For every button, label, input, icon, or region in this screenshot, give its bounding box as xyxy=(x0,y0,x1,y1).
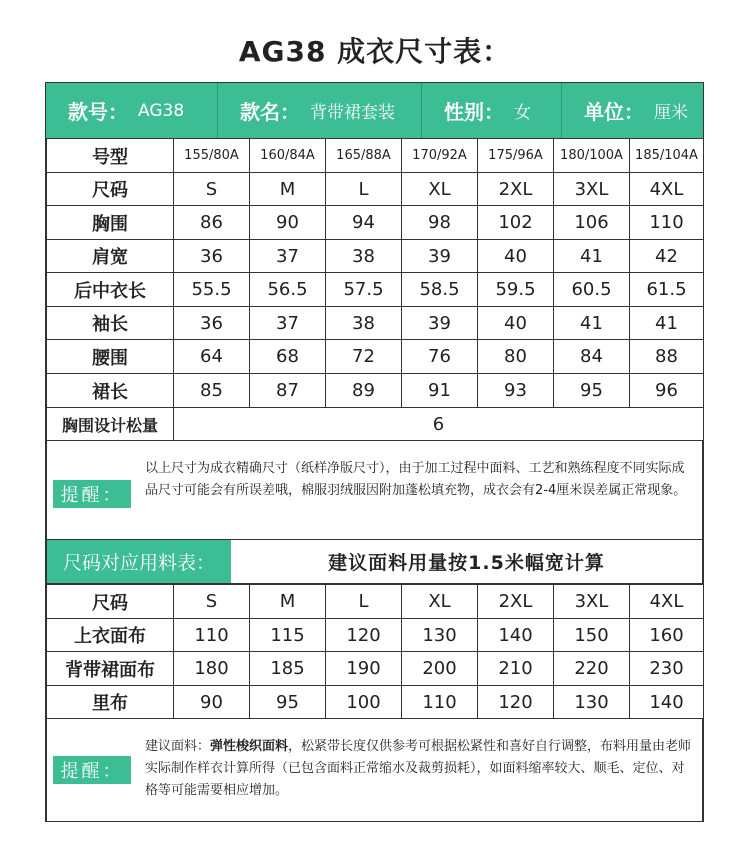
table-cell: 180 xyxy=(174,652,250,686)
table-cell: 6 xyxy=(174,408,704,441)
row-header: 后中衣长 xyxy=(47,273,174,307)
table-cell: 175/96A xyxy=(478,139,554,173)
table-row xyxy=(47,686,704,719)
table-cell: 41 xyxy=(630,307,704,340)
reminder-badge: 提醒： xyxy=(53,756,131,784)
table-cell: 210 xyxy=(478,652,554,686)
table-cell: 86 xyxy=(174,206,250,240)
table-row xyxy=(47,206,704,240)
table-cell: 59.5 xyxy=(478,273,554,307)
table-cell: 120 xyxy=(478,686,554,719)
reminder-text: 以上尺寸为成衣精确尺寸（纸样净版尺寸），由于加工过程中面料、工艺和熟练程度不同实际成品尺寸可能会有所误差哦，棉服羽绒服因附加蓬松填充物，成衣会有2-4厘米误差属正常现象。 xyxy=(145,461,687,498)
table-cell: 90 xyxy=(250,206,326,240)
table-cell: 94 xyxy=(326,206,402,240)
table-cell: 100 xyxy=(326,686,402,719)
table-cell: 230 xyxy=(630,652,704,686)
table-cell: 2XL xyxy=(478,585,554,619)
fabric-note xyxy=(46,718,703,822)
row-header: 肩宽 xyxy=(47,240,174,273)
fabric-table xyxy=(46,584,704,719)
info-style-name: 款名： 背带裙套装 xyxy=(218,83,422,138)
table-cell: 36 xyxy=(174,240,250,273)
row-header: 尺码 xyxy=(47,173,174,206)
table-cell: 36 xyxy=(174,307,250,340)
fabric-section-tag: 尺码对应用料表： xyxy=(47,540,231,583)
size-note xyxy=(46,440,703,540)
table-row xyxy=(47,340,704,374)
table-cell: XL xyxy=(402,173,478,206)
table-cell: 90 xyxy=(174,686,250,719)
table-cell: 88 xyxy=(630,340,704,374)
table-cell: 91 xyxy=(402,374,478,408)
table-cell: M xyxy=(250,173,326,206)
table-cell: 95 xyxy=(554,374,630,408)
table-cell: 155/80A xyxy=(174,139,250,173)
table-cell: 39 xyxy=(402,240,478,273)
table-cell: 38 xyxy=(326,307,402,340)
row-header: 号型 xyxy=(47,139,174,173)
table-cell: 106 xyxy=(554,206,630,240)
row-header: 背带裙面布 xyxy=(47,652,174,686)
table-cell: 64 xyxy=(174,340,250,374)
table-cell: 57.5 xyxy=(326,273,402,307)
row-header: 胸围 xyxy=(47,206,174,240)
row-header: 袖长 xyxy=(47,307,174,340)
table-cell: 76 xyxy=(402,340,478,374)
table-row xyxy=(47,139,704,173)
fabric-section-header xyxy=(46,540,703,584)
row-header: 里布 xyxy=(47,686,174,719)
info-style-number: 款号： AG38 xyxy=(46,83,218,138)
table-cell: 140 xyxy=(478,619,554,652)
table-cell: 68 xyxy=(250,340,326,374)
table-row xyxy=(47,408,704,441)
table-cell: 3XL xyxy=(554,585,630,619)
table-cell: 185 xyxy=(250,652,326,686)
table-cell: 160 xyxy=(630,619,704,652)
table-cell: S xyxy=(174,585,250,619)
table-cell: 110 xyxy=(174,619,250,652)
table-cell: 60.5 xyxy=(554,273,630,307)
table-cell: 4XL xyxy=(630,173,704,206)
table-cell: 220 xyxy=(554,652,630,686)
table-cell: 185/104A xyxy=(630,139,704,173)
row-header: 腰围 xyxy=(47,340,174,374)
table-cell: 190 xyxy=(326,652,402,686)
fabric-section-subtitle: 建议面料用量按1.5米幅宽计算 xyxy=(328,552,605,574)
row-header: 上衣面布 xyxy=(47,619,174,652)
table-cell: L xyxy=(326,173,402,206)
product-info-bar xyxy=(46,83,703,138)
table-cell: 39 xyxy=(402,307,478,340)
table-cell: 165/88A xyxy=(326,139,402,173)
table-cell: 160/84A xyxy=(250,139,326,173)
table-cell: 110 xyxy=(630,206,704,240)
table-cell: 40 xyxy=(478,240,554,273)
table-cell: 170/92A xyxy=(402,139,478,173)
table-cell: L xyxy=(326,585,402,619)
table-cell: 120 xyxy=(326,619,402,652)
table-cell: 200 xyxy=(402,652,478,686)
row-header: 尺码 xyxy=(47,585,174,619)
info-gender: 性别： 女 xyxy=(422,83,562,138)
table-cell: 93 xyxy=(478,374,554,408)
info-unit: 单位： 厘米 xyxy=(584,100,688,124)
table-cell: 41 xyxy=(554,307,630,340)
table-row xyxy=(47,173,704,206)
reminder-badge: 提醒： xyxy=(53,480,131,508)
table-cell: 102 xyxy=(478,206,554,240)
table-cell: XL xyxy=(402,585,478,619)
table-row xyxy=(47,619,704,652)
table-row xyxy=(47,652,704,686)
table-cell: 37 xyxy=(250,307,326,340)
table-cell: 130 xyxy=(554,686,630,719)
table-cell: 95 xyxy=(250,686,326,719)
reminder-text: 建议面料：弹性梭织面料，松紧带长度仅供参考可根据松紧性和喜好自行调整，布料用量由老师实际制作样衣计算所得（已包含面料正常缩水及裁剪损耗），如面料缩率较大、顺毛、定位、对格等可能需要相应增加。 xyxy=(145,739,692,798)
table-cell: 98 xyxy=(402,206,478,240)
table-row xyxy=(47,307,704,340)
table-cell: 4XL xyxy=(630,585,704,619)
table-cell: 180/100A xyxy=(554,139,630,173)
page-title: AG38 成衣尺寸表： xyxy=(238,35,512,68)
row-header: 胸围设计松量 xyxy=(47,408,174,441)
table-row xyxy=(47,240,704,273)
table-cell: 87 xyxy=(250,374,326,408)
table-cell: S xyxy=(174,173,250,206)
row-header: 裙长 xyxy=(47,374,174,408)
table-cell: 140 xyxy=(630,686,704,719)
table-cell: M xyxy=(250,585,326,619)
table-cell: 56.5 xyxy=(250,273,326,307)
table-cell: 40 xyxy=(478,307,554,340)
table-cell: 3XL xyxy=(554,173,630,206)
table-row xyxy=(47,273,704,307)
table-row xyxy=(47,374,704,408)
table-cell: 61.5 xyxy=(630,273,704,307)
table-cell: 2XL xyxy=(478,173,554,206)
table-cell: 85 xyxy=(174,374,250,408)
table-cell: 58.5 xyxy=(402,273,478,307)
table-cell: 96 xyxy=(630,374,704,408)
table-cell: 130 xyxy=(402,619,478,652)
table-cell: 41 xyxy=(554,240,630,273)
table-cell: 150 xyxy=(554,619,630,652)
table-cell: 115 xyxy=(250,619,326,652)
table-cell: 89 xyxy=(326,374,402,408)
table-cell: 84 xyxy=(554,340,630,374)
table-cell: 110 xyxy=(402,686,478,719)
table-cell: 42 xyxy=(630,240,704,273)
table-cell: 80 xyxy=(478,340,554,374)
size-table xyxy=(46,138,704,441)
table-cell: 37 xyxy=(250,240,326,273)
table-cell: 55.5 xyxy=(174,273,250,307)
table-cell: 38 xyxy=(326,240,402,273)
table-row xyxy=(47,585,704,619)
table-cell: 72 xyxy=(326,340,402,374)
